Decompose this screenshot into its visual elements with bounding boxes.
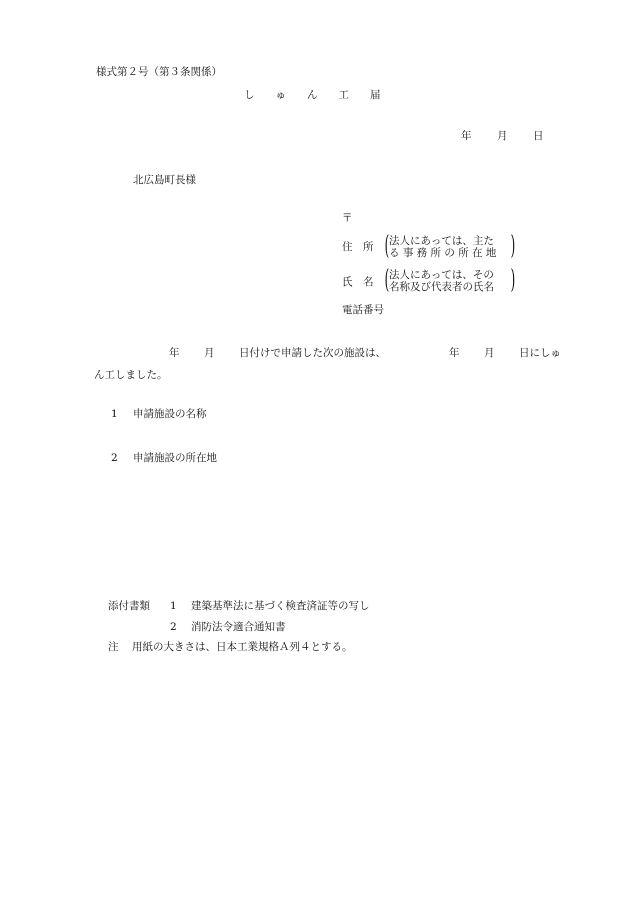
close-paren: ) [510, 231, 516, 261]
open-paren: ( [384, 265, 390, 295]
phone-label: 電話番号 [342, 304, 384, 316]
note-label: 注 [108, 641, 119, 653]
document-title: し ゅ ん 工 届 [244, 89, 381, 101]
postal-mark: 〒 [342, 212, 353, 224]
date-day-label: 日 [533, 130, 544, 142]
body-year-2: 年 [449, 347, 460, 359]
body-year-1: 年 [169, 347, 180, 359]
attachment-2-text: 消防法令適合通知書 [191, 621, 286, 633]
date-year-label: 年 [461, 130, 472, 142]
form-number: 様式第２号（第３条関係） [96, 66, 222, 78]
note-text: 用紙の大きさは、日本工業規格Ａ列４とする。 [132, 641, 353, 653]
item-2-number: 2 [111, 452, 118, 464]
name-label: 氏 名 [342, 276, 374, 288]
attachment-2-number: 2 [170, 621, 177, 633]
body-text-2: 日にしゅ [519, 347, 561, 359]
addressee: 北広島町長様 [133, 174, 196, 186]
body-month-2: 月 [484, 347, 495, 359]
name-note-line2: 名称及び代表者の氏名 [389, 281, 494, 293]
address-note-line1: 法人にあっては、主た [389, 235, 494, 247]
body-month-1: 月 [204, 347, 215, 359]
name-note [383, 265, 516, 295]
date-month-label: 月 [497, 130, 508, 142]
close-paren: ) [510, 265, 516, 295]
attachments-label: 添付書類 [108, 600, 150, 612]
body-line-2: ん工しました。 [94, 369, 168, 381]
body-text-1: 日付けで申請した次の施設は、 [239, 347, 386, 359]
address-label: 住 所 [342, 241, 374, 253]
attachment-1-number: 1 [170, 600, 177, 612]
address-note [383, 231, 516, 261]
open-paren: ( [384, 231, 390, 261]
name-note-line1: 法人にあっては、その [389, 269, 494, 281]
item-2-label: 申請施設の所在地 [133, 452, 217, 464]
address-note-line2: る 事 務 所 の 所 在 地 [389, 247, 497, 259]
attachment-1-text: 建築基準法に基づく検査済証等の写し [191, 600, 370, 612]
item-1-label: 申請施設の名称 [133, 408, 207, 420]
item-1-number: 1 [111, 408, 118, 420]
